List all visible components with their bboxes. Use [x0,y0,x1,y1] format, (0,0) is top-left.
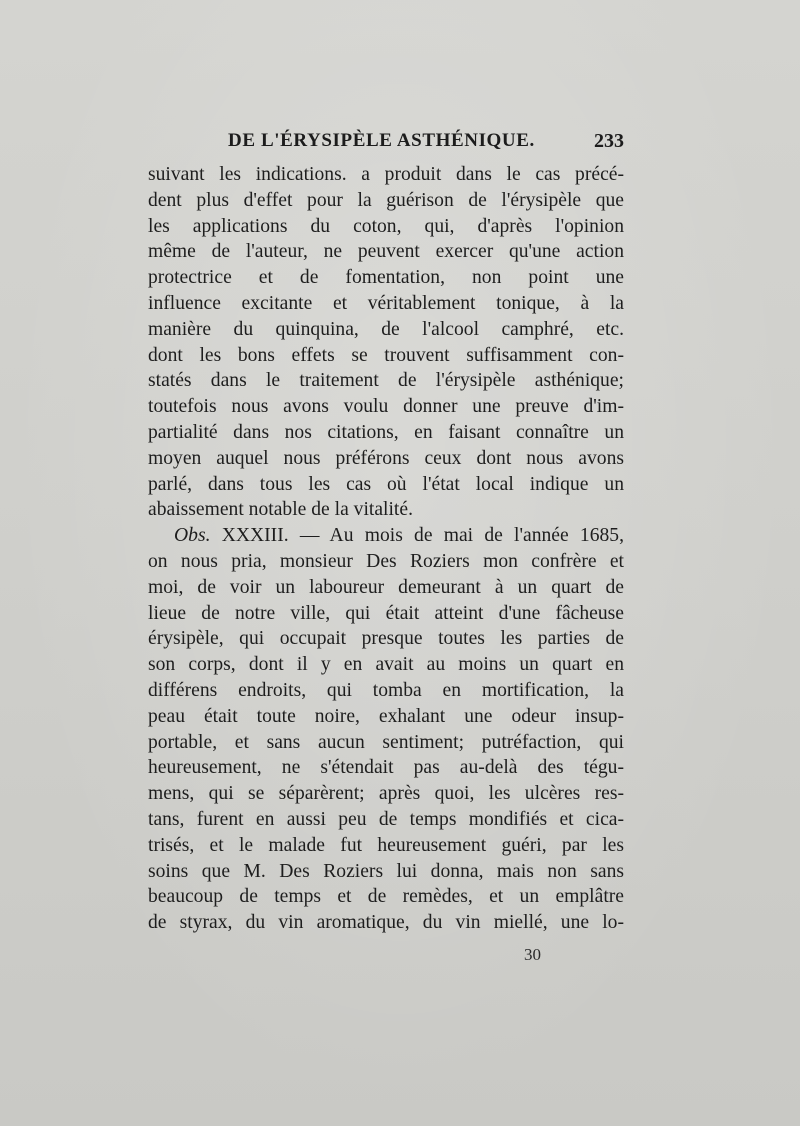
text-line: manière du quinquina, de l'alcool camphré, etc. [148,318,624,340]
running-title: DE L'ÉRYSIPÈLE ASTHÉNIQUE. [228,130,535,151]
text-line: abaissement notable de la vitalité. [148,499,413,521]
text-line: érysipèle, qui occupait presque toutes les parties de [148,628,624,650]
text-line: dent plus d'effet pour la guérison de l'érysipèle que [148,189,624,211]
text-line: beaucoup de temps et de remèdes, et un emplâtre [148,886,624,908]
signature-mark: 30 [524,945,541,964]
text-line: statés dans le traitement de l'érysipèle asthénique; [148,370,624,392]
text-line: suivant les indications. a produit dans le cas précé- [148,164,624,185]
text-line: moi, de voir un laboureur demeurant à un quart de [148,576,624,598]
text-line: on nous pria, monsieur Des Roziers mon confrère et [148,550,624,572]
text-line: portable, et sans aucun sentiment; putréfaction, qui [148,731,624,753]
observation-label: Obs. [174,525,211,547]
page-header [148,130,624,156]
page-number: 233 [594,130,624,152]
text-line: soins que M. Des Roziers lui donna, mais non sans [148,860,624,882]
observation-heading-line [148,523,624,549]
text-line: différens endroits, qui tomba en mortification, la [148,679,624,701]
text-line: parlé, dans tous les cas où l'état local indique un [148,473,624,495]
text-line: mens, qui se séparèrent; après quoi, les ulcères res- [148,783,624,805]
text-line: moyen auquel nous préférons ceux dont nous avons [148,447,624,469]
text-line: partialité dans nos citations, en faisant connaître un [148,421,624,443]
text-line: trisés, et le malade fut heureusement guéri, par les [148,834,624,856]
text-line: peau était toute noire, exhalant une odeur insup- [148,705,624,727]
text-line: même de l'auteur, ne peuvent exercer qu'une action [148,241,624,263]
text-line: dont les bons effets se trouvent suffisamment con- [148,344,624,366]
text-line: heureusement, ne s'étendait pas au-delà des tégu- [148,757,624,779]
text-line: de styrax, du vin aromatique, du vin miellé, une lo- [148,912,624,934]
text-line: influence excitante et véritablement tonique, à la [148,292,624,314]
observation-first-line: XXXIII. — Au mois de mai de l'année 1685, [210,525,624,547]
text-line: tans, furent en aussi peu de temps mondifiés et cica- [148,808,624,830]
text-line: les applications du coton, qui, d'après l'opinion [148,215,624,237]
text-line: son corps, dont il y en avait au moins un quart en [148,654,624,676]
body-text [148,162,624,936]
text-line: toutefois nous avons voulu donner une preuve d'im- [148,396,624,418]
text-line: lieue de notre ville, qui était atteint d'une fâcheuse [148,602,624,624]
text-line: protectrice et de fomentation, non point une [148,267,624,289]
